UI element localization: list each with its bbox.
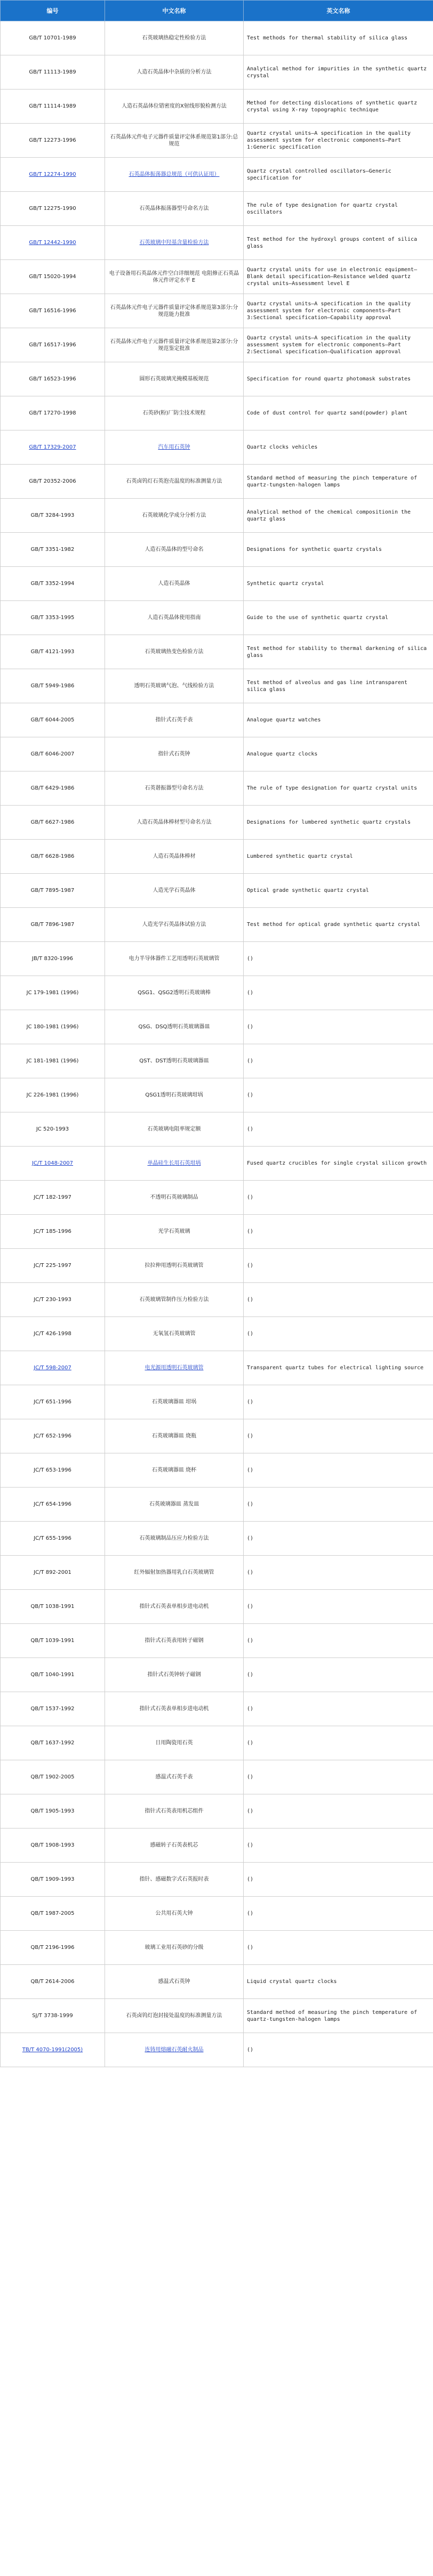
standard-code-cell: JC 520-1993 [1,1112,105,1147]
header-code: 编号 [1,1,105,21]
table-row[interactable] [1,158,433,192]
chinese-name-cell: 指针式石英手表 [105,703,244,737]
english-name-cell: The rule of type designation for quartz crystal oscillators [244,192,433,226]
chinese-name-cell: 拉拉伸用透明石英玻璃管 [105,1249,244,1283]
standard-code-cell: QB/T 1038-1991 [1,1590,105,1624]
english-name-cell: Quartz crystal units—A specification in the quality assessment system for electronic components—Part 2:Sectional specification—Qualification approval [244,328,433,362]
table-row [1,635,433,669]
chinese-name-cell: 指针式石英钟 [105,737,244,771]
standard-code-cell: GB/T 16517-1996 [1,328,105,362]
chinese-name-cell: 石英玻璃器皿 烧瓶 [105,1419,244,1453]
english-name-cell: () [244,1215,433,1249]
chinese-name-cell: 人造光学石英晶体 [105,874,244,908]
table-row [1,260,433,294]
english-name-cell: () [244,1522,433,1556]
standard-code-cell: JC 181-1981 (1996) [1,1044,105,1078]
chinese-name-cell: 公共用石英大钟 [105,1897,244,1931]
table-row [1,533,433,567]
chinese-name-cell: 无氧氢石英玻璃管 [105,1317,244,1351]
standard-code-cell: QB/T 1905-1993 [1,1794,105,1829]
table-header-row [1,1,433,21]
standard-code-cell: JC/T 654-1996 [1,1488,105,1522]
standard-code-cell: GB/T 3353-1995 [1,601,105,635]
chinese-name-cell: 石英玻璃电阻率规定额 [105,1112,244,1147]
chinese-name-cell: 石英卤钨灯泡封接处温度的标准测量方法 [105,1999,244,2033]
english-name-cell: The rule of type designation for quartz crystal units [244,771,433,806]
chinese-name-cell: 石英晶体元件电子元器件质量评定体系规范第3部分:分规范能力批准 [105,294,244,328]
table-row [1,1317,433,1351]
table-row [1,192,433,226]
english-name-cell: () [244,1590,433,1624]
standard-code-cell: GB/T 11113-1989 [1,55,105,90]
standard-code-cell: GB/T 3352-1994 [1,567,105,601]
table-row [1,1044,433,1078]
chinese-name-cell: 石英玻璃器皿 烧杯 [105,1453,244,1488]
table-row [1,1624,433,1658]
english-name-cell: () [244,1726,433,1760]
chinese-name-cell: 石英玻璃热稳定性检验方法 [105,21,244,55]
chinese-name-cell: 石英卤钨灯石英泡壳温度的标准测量方法 [105,465,244,499]
standard-code-cell: JC/T 225-1997 [1,1249,105,1283]
english-name-cell: () [244,1897,433,1931]
english-name-cell: Designations for synthetic quartz crystals [244,533,433,567]
standard-code-cell: QB/T 1040-1991 [1,1658,105,1692]
standard-code-cell: JB/T 8320-1996 [1,942,105,976]
table-row[interactable] [1,1351,433,1385]
standard-code-cell: GB/T 12273-1996 [1,124,105,158]
table-body [1,21,433,2067]
standard-code-cell: SJ/T 3738-1999 [1,1999,105,2033]
standard-code-cell: JC/T 892-2001 [1,1556,105,1590]
table-row [1,499,433,533]
english-name-cell: Specification for round quartz photomask substrates [244,362,433,396]
table-row [1,703,433,737]
table-row [1,1010,433,1044]
standard-code-cell: GB/T 3284-1993 [1,499,105,533]
standard-code-cell: GB/T 6044-2005 [1,703,105,737]
english-name-cell: Lumbered synthetic quartz crystal [244,840,433,874]
chinese-name-cell: 石英玻璃管制作压力检验方法 [105,1283,244,1317]
table-row [1,908,433,942]
standard-code-cell: JC/T 185-1996 [1,1215,105,1249]
english-name-cell: () [244,1829,433,1863]
chinese-name-cell: 石英谐振器型号命名方法 [105,771,244,806]
header-english-name: 英文名称 [244,1,433,21]
standard-code-cell: JC 226-1981 (1996) [1,1078,105,1112]
chinese-name-cell: 石英玻璃化学成分分析方法 [105,499,244,533]
chinese-name-cell[interactable]: 石英晶体振荡器总规范（可供认证用） [105,158,244,192]
standard-code-cell: GB/T 4121-1993 [1,635,105,669]
standard-code-cell[interactable]: GB/T 12274-1990 [1,158,105,192]
chinese-name-cell: 石英玻璃热变色检验方法 [105,635,244,669]
table-row [1,90,433,124]
chinese-name-cell: 人造石英晶体棒材 [105,840,244,874]
english-name-cell: Test method of alveolus and gas line intransparent silica glass [244,669,433,703]
chinese-name-cell: 人造石英晶体使用指南 [105,601,244,635]
table-row [1,1726,433,1760]
chinese-name-cell: 人造光学石英晶体试验方法 [105,908,244,942]
english-name-cell: Analogue quartz watches [244,703,433,737]
english-name-cell: Quartz crystal units—A specification in the quality assessment system for electronic components—Part 3:Sectional specification—Capability approval [244,294,433,328]
chinese-name-cell: 光学石英玻璃 [105,1215,244,1249]
table-row [1,1794,433,1829]
english-name-cell: () [244,1317,433,1351]
table-row [1,1078,433,1112]
standard-code-cell: JC/T 230-1993 [1,1283,105,1317]
standard-code-cell: GB/T 5949-1986 [1,669,105,703]
standard-code-cell: GB/T 6046-2007 [1,737,105,771]
english-name-cell: Test methods for thermal stability of silica glass [244,21,433,55]
english-name-cell: Quartz crystal controlled oscillators—Generic specification for [244,158,433,192]
table-row [1,806,433,840]
english-name-cell: Analytical method of the chemical compositionin the quartz glass [244,499,433,533]
english-name-cell: () [244,1658,433,1692]
english-name-cell: Quartz crystal units—A specification in the quality assessment system for electronic components—Part 1:Generic specification [244,124,433,158]
chinese-name-cell[interactable]: 连铸用熔融石英耐火制品 [105,2033,244,2067]
chinese-name-cell: 石英玻璃器皿 蒸发皿 [105,1488,244,1522]
english-name-cell: () [244,1112,433,1147]
table-row [1,1897,433,1931]
table-row [1,1488,433,1522]
standard-code-cell: GB/T 7895-1987 [1,874,105,908]
chinese-name-cell: 石英晶体振荡器型号命名方法 [105,192,244,226]
standard-code-cell[interactable]: GB/T 12442-1990 [1,226,105,260]
english-name-cell: Test method for the hydroxyl groups content of silica glass [244,226,433,260]
chinese-name-cell: 石英晶体元件电子元器件质量评定体系规范第1部分:总规范 [105,124,244,158]
table-row [1,669,433,703]
standard-code-cell[interactable]: JC/T 1048-2007 [1,1147,105,1181]
chinese-name-cell[interactable]: 电光源用透明石英玻璃管 [105,1351,244,1385]
english-name-cell: Method for detecting dislocations of synthetic quartz crystal using X-ray topographic technique [244,90,433,124]
table-row [1,1283,433,1317]
chinese-name-cell: 石英玻璃制品压应力检验方法 [105,1522,244,1556]
chinese-name-cell: 指针式石英表用机芯组件 [105,1794,244,1829]
english-name-cell: () [244,1044,433,1078]
table-row [1,1965,433,1999]
table-row [1,1249,433,1283]
standard-code-cell[interactable]: TB/T 4070-1991(2005) [1,2033,105,2067]
table-row [1,840,433,874]
standard-code-cell: QB/T 1909-1993 [1,1863,105,1897]
chinese-name-cell: 红外辐射加热器用乳白石英玻璃管 [105,1556,244,1590]
english-name-cell: () [244,1010,433,1044]
chinese-name-cell: 感温式石英手表 [105,1760,244,1794]
table-row [1,601,433,635]
english-name-cell: () [244,1249,433,1283]
english-name-cell: Transparent quartz tubes for electrical lighting source [244,1351,433,1385]
chinese-name-cell: 感磁转子石英表机芯 [105,1829,244,1863]
table-row [1,1215,433,1249]
table-row [1,362,433,396]
chinese-name-cell: 指针式石英表单相步进电动机 [105,1590,244,1624]
chinese-name-cell: QST、DST透明石英玻璃器皿 [105,1044,244,1078]
table-row [1,1590,433,1624]
english-name-cell: () [244,1624,433,1658]
standard-code-cell: GB/T 3351-1982 [1,533,105,567]
english-name-cell: Analogue quartz clocks [244,737,433,771]
standard-code-cell: JC/T 426-1998 [1,1317,105,1351]
standard-code-cell: GB/T 16523-1996 [1,362,105,396]
english-name-cell: () [244,1419,433,1453]
english-name-cell: Standard method of measuring the pinch temperature of quartz-tungsten-halogen lamps [244,1999,433,2033]
english-name-cell: Standard method of measuring the pinch temperature of quartz-tungsten-halogen lamps [244,465,433,499]
standard-code-cell: QB/T 1637-1992 [1,1726,105,1760]
table-row [1,1181,433,1215]
english-name-cell: Quartz clocks vehicles [244,430,433,465]
table-row [1,737,433,771]
english-name-cell: Synthetic quartz crystal [244,567,433,601]
table-row[interactable] [1,2033,433,2067]
table-row[interactable] [1,226,433,260]
standard-code-cell: JC/T 652-1996 [1,1419,105,1453]
chinese-name-cell: 玻璃工业用石英砂的分级 [105,1931,244,1965]
chinese-name-cell[interactable]: 单晶硅生长用石英坩埚 [105,1147,244,1181]
table-row[interactable] [1,1147,433,1181]
english-name-cell: () [244,2033,433,2067]
standard-code-cell[interactable]: GB/T 17329-2007 [1,430,105,465]
chinese-name-cell: 人造石英晶体 [105,567,244,601]
chinese-name-cell: QSG1透明石英玻璃坩埚 [105,1078,244,1112]
english-name-cell: Analytical method for impurities in the synthetic quartz crystal [244,55,433,90]
table-row [1,55,433,90]
standard-code-cell: QB/T 1039-1991 [1,1624,105,1658]
english-name-cell: Designations for lumbered synthetic quartz crystals [244,806,433,840]
standard-code-cell: GB/T 6627-1986 [1,806,105,840]
english-name-cell: Quartz crystal units for use in electronic equipment—Blank detail specification—Resistance welded quartz crystal units—Assessment level E [244,260,433,294]
table-row [1,1999,433,2033]
table-row [1,1863,433,1897]
english-name-cell: () [244,1283,433,1317]
chinese-name-cell: 透明石英玻璃气泡、气线检验方法 [105,669,244,703]
table-row [1,124,433,158]
chinese-name-cell: 不透明石英玻璃制品 [105,1181,244,1215]
table-row [1,942,433,976]
table-row [1,874,433,908]
english-name-cell: () [244,942,433,976]
table-row [1,1385,433,1419]
english-name-cell: () [244,1692,433,1726]
chinese-name-cell: QSG、DSQ透明石英玻璃器皿 [105,1010,244,1044]
chinese-name-cell: 指针式石英表用转子磁钢 [105,1624,244,1658]
standard-code-cell: GB/T 15020-1994 [1,260,105,294]
chinese-name-cell: 指针、感磁数字式石英报时表 [105,1863,244,1897]
table-row [1,1931,433,1965]
standard-code-cell: GB/T 7896-1987 [1,908,105,942]
english-name-cell: () [244,1556,433,1590]
english-name-cell: () [244,1453,433,1488]
table-row [1,976,433,1010]
table-row [1,1829,433,1863]
table-row [1,294,433,328]
standard-code-cell: GB/T 10701-1989 [1,21,105,55]
english-name-cell: Optical grade synthetic quartz crystal [244,874,433,908]
chinese-name-cell: 石英玻璃器皿 坩埚 [105,1385,244,1419]
english-name-cell: () [244,1385,433,1419]
standard-code-cell: GB/T 6429-1986 [1,771,105,806]
chinese-name-cell: 人造石英晶体位错密度的X射线形貌检测方法 [105,90,244,124]
standard-code-cell: GB/T 20352-2006 [1,465,105,499]
standard-code-cell: GB/T 11114-1989 [1,90,105,124]
chinese-name-cell: 人造石英晶体棒材型号命名方法 [105,806,244,840]
standard-code-cell: GB/T 6628-1986 [1,840,105,874]
chinese-name-cell: 日用陶瓷用石英 [105,1726,244,1760]
english-name-cell: () [244,1488,433,1522]
table-row [1,771,433,806]
table-row [1,1112,433,1147]
table-row [1,1658,433,1692]
table-row [1,1692,433,1726]
english-name-cell: () [244,1794,433,1829]
english-name-cell: () [244,1863,433,1897]
chinese-name-cell: 感温式石英钟 [105,1965,244,1999]
chinese-name-cell: 指针式石英钟转子磁钢 [105,1658,244,1692]
english-name-cell: Liquid crystal quartz clocks [244,1965,433,1999]
standard-code-cell: QB/T 1987-2005 [1,1897,105,1931]
standard-code-cell: GB/T 17270-1998 [1,396,105,430]
english-name-cell: Code of dust control for quartz sand(powder) plant [244,396,433,430]
standard-code-cell: JC/T 655-1996 [1,1522,105,1556]
chinese-name-cell: 电子设备用石英晶体元件空白详细规范 电阻修正石英晶体元件评定水平 E [105,260,244,294]
english-name-cell: () [244,1078,433,1112]
standard-code-cell: JC 179-1981 (1996) [1,976,105,1010]
standard-code-cell: GB/T 16516-1996 [1,294,105,328]
table-row [1,1522,433,1556]
table-row [1,328,433,362]
english-name-cell: () [244,1931,433,1965]
chinese-name-cell: 人造石英晶体中杂质的分析方法 [105,55,244,90]
english-name-cell: () [244,1760,433,1794]
table-row [1,1760,433,1794]
chinese-name-cell: 石英砂(粉)厂防尘技术规程 [105,396,244,430]
chinese-name-cell[interactable]: 石英玻璃中羟基含量检验方法 [105,226,244,260]
standard-code-cell: JC/T 653-1996 [1,1453,105,1488]
english-name-cell: () [244,1181,433,1215]
standard-code-cell: QB/T 1537-1992 [1,1692,105,1726]
table-row [1,567,433,601]
chinese-name-cell[interactable]: 汽车用石英钟 [105,430,244,465]
standard-code-cell: QB/T 1902-2005 [1,1760,105,1794]
english-name-cell: Fused quartz crucibles for single crystal silicon growth [244,1147,433,1181]
standard-code-cell: JC/T 182-1997 [1,1181,105,1215]
chinese-name-cell: 圆形石英玻璃光掩模基板规范 [105,362,244,396]
standard-code-cell: JC/T 651-1996 [1,1385,105,1419]
chinese-name-cell: 石英晶体元件电子元器件质量评定体系规范第2部分:分规范鉴定批准 [105,328,244,362]
table-row [1,465,433,499]
table-row [1,1419,433,1453]
table-row[interactable] [1,430,433,465]
english-name-cell: Test method for stability to thermal darkening of silica glass [244,635,433,669]
english-name-cell: Guide to the use of synthetic quartz crystal [244,601,433,635]
chinese-name-cell: 人造石英晶体的型号命名 [105,533,244,567]
standard-code-cell: QB/T 1908-1993 [1,1829,105,1863]
chinese-name-cell: 电力半导体器件工艺用透明石英玻璃管 [105,942,244,976]
english-name-cell: () [244,976,433,1010]
standard-code-cell: JC 180-1981 (1996) [1,1010,105,1044]
standard-code-cell: GB/T 12275-1990 [1,192,105,226]
chinese-name-cell: QSG1、QSG2透明石英玻璃棒 [105,976,244,1010]
english-name-cell: Test method for optical grade synthetic quartz crystal [244,908,433,942]
table-row [1,21,433,55]
standard-code-cell: QB/T 2614-2006 [1,1965,105,1999]
standard-code-cell[interactable]: JC/T 598-2007 [1,1351,105,1385]
table-row [1,1453,433,1488]
header-chinese-name: 中文名称 [105,1,244,21]
table-row [1,396,433,430]
chinese-name-cell: 指针式石英表单相步进电动机 [105,1692,244,1726]
table-row [1,1556,433,1590]
standard-code-cell: QB/T 2196-1996 [1,1931,105,1965]
